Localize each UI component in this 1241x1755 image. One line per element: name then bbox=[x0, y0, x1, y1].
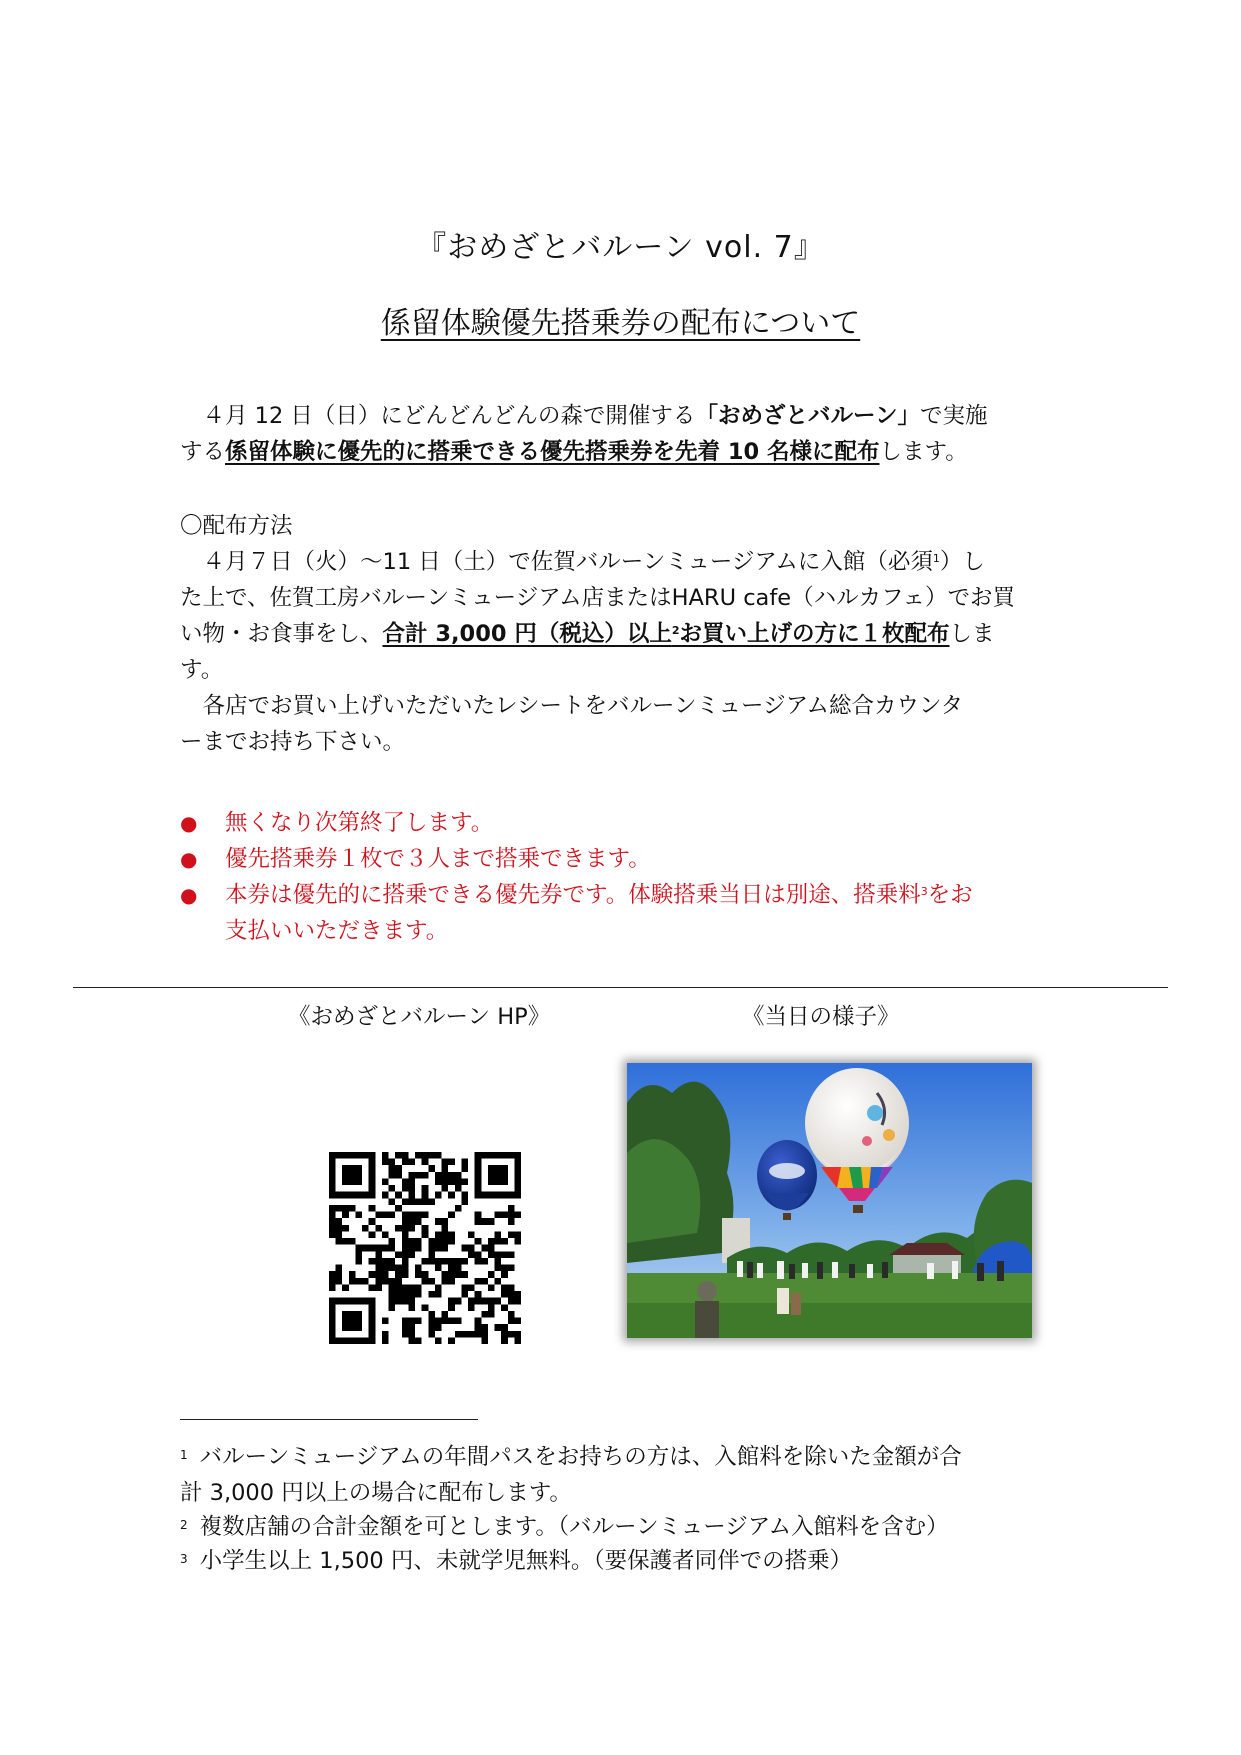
bullet-icon: ● bbox=[180, 883, 198, 907]
section-divider bbox=[73, 987, 1168, 988]
method-line-3 bbox=[180, 616, 1070, 652]
event-name: 「おめざとバルーン」 bbox=[695, 403, 920, 429]
footnote-separator bbox=[180, 1419, 478, 1420]
method-text: しま bbox=[949, 621, 995, 647]
footnote-number: 1 bbox=[180, 1448, 188, 1462]
intro-text: します。 bbox=[879, 439, 968, 465]
method-highlight bbox=[383, 621, 950, 647]
balloon-photo-image bbox=[627, 1063, 1032, 1338]
method-text: い物・お食事をし、 bbox=[180, 621, 383, 647]
footnote-2 bbox=[180, 1510, 949, 1544]
note-text-b: をお bbox=[927, 882, 973, 908]
bullet-icon: ● bbox=[180, 811, 198, 835]
note-text: 支払いいただきます。 bbox=[225, 918, 449, 944]
method-line-6: ーまでお持ち下さい。 bbox=[180, 729, 406, 755]
photo-caption: 《当日の様子》 bbox=[742, 1004, 900, 1030]
footnote-3 bbox=[180, 1544, 852, 1578]
method-heading: 〇配布方法 bbox=[180, 513, 293, 539]
method-line-5: 各店でお買い上げいただいたレシートをバルーンミュージアム総合カウンタ bbox=[180, 693, 964, 719]
footnote-number: 2 bbox=[180, 1518, 188, 1532]
document-title: 『おめざとバルーン vol. 7』 bbox=[416, 230, 825, 265]
method-line-2: た上で、佐賀工房バルーンミュージアム店またはHARU cafe（ハルカフェ）でお買 bbox=[180, 585, 1015, 611]
note-text: 無くなり次第終了します。 bbox=[225, 810, 494, 836]
distribution-text: お買い上げの方に１枚配布 bbox=[679, 621, 950, 647]
note-text-a: 本券は優先的に搭乗できる優先券です。体験搭乗当日は別途、搭乗料 bbox=[225, 882, 921, 908]
footnote-number: 3 bbox=[180, 1552, 188, 1566]
intro-line-2 bbox=[180, 434, 1070, 470]
intro-line-1 bbox=[180, 398, 1070, 434]
footnote-text: 小学生以上 1,500 円、未就学児無料。（要保護者同伴での搭乗） bbox=[199, 1548, 853, 1574]
method-line-4: す。 bbox=[180, 657, 224, 683]
footnote-1-cont: 計 3,000 円以上の場合に配布します。 bbox=[180, 1480, 572, 1506]
amount-text: 合計 3,000 円（税込）以上 bbox=[382, 621, 672, 647]
footnote-ref-2[interactable]: 2 bbox=[671, 624, 680, 637]
document-subtitle bbox=[0, 298, 1241, 342]
method-line-1 bbox=[180, 544, 1070, 580]
footnote-text: バルーンミュージアムの年間パスをお持ちの方は、入館料を除いた金額が合 bbox=[199, 1444, 962, 1470]
event-photo bbox=[627, 1063, 1032, 1338]
method-text: ４月７日（火）～11 日（土）で佐賀バルーンミュージアムに入館（必須 bbox=[180, 549, 933, 575]
footnote-text: 複数店舗の合計金額を可とします。（バルーンミュージアム入館料を含む） bbox=[199, 1514, 949, 1540]
note-text: 優先搭乗券１枚で３人まで搭乗できます。 bbox=[225, 846, 651, 872]
footnote-ref-1[interactable]: 1 bbox=[932, 552, 940, 565]
qr-code[interactable] bbox=[329, 1152, 521, 1344]
intro-highlight: 係留体験に優先的に搭乗できる優先搭乗券を先着 10 名様に配布 bbox=[225, 439, 880, 465]
method-text: ）し bbox=[939, 549, 985, 575]
hp-caption: 《おめざとバルーン HP》 bbox=[288, 1004, 551, 1030]
intro-text: で実施 bbox=[920, 403, 988, 429]
bullet-icon: ● bbox=[180, 847, 198, 871]
footnote-ref-3[interactable]: 3 bbox=[920, 885, 928, 898]
intro-text: ４月 12 日（日）にどんどんどんの森で開催する bbox=[180, 403, 696, 429]
note-text bbox=[225, 877, 973, 913]
subtitle-text: 係留体験優先搭乗券の配布について bbox=[380, 306, 861, 341]
intro-text: する bbox=[180, 439, 226, 465]
footnote-1 bbox=[180, 1440, 962, 1474]
